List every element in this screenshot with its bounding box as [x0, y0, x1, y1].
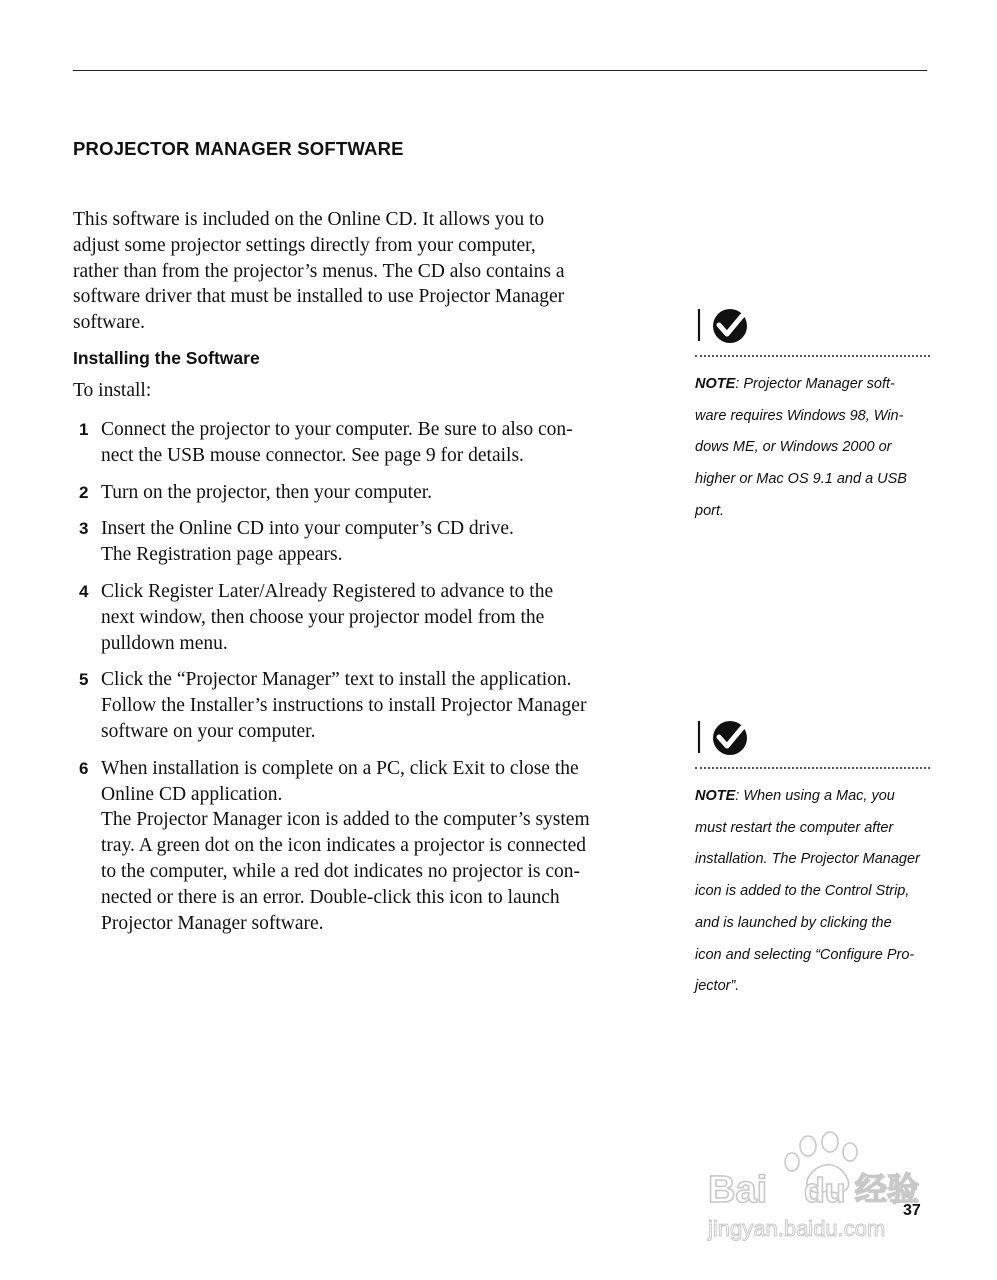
- intro-paragraph: [73, 207, 643, 336]
- to-install-text: To install:: [73, 380, 152, 401]
- watermark-brand: Bai: [708, 1169, 768, 1211]
- note-line: must restart the computer after: [695, 819, 894, 836]
- note-label: NOTE: [695, 788, 736, 804]
- sidebar-note: [695, 305, 930, 528]
- step-line: tray. A green dot on the icon indicates a projector is connected: [101, 835, 586, 857]
- watermark-cn: 经验: [855, 1171, 920, 1207]
- intro-line: software driver that must be installed to use Projector Manager: [73, 286, 565, 308]
- step-line: When installation is complete on a PC, click Exit to close the: [101, 757, 579, 779]
- step-line: Insert the Online CD into your computer’s CD drive.: [101, 518, 514, 540]
- step-line: to the computer, while a red dot indicates no projector is con-: [101, 860, 580, 882]
- list-item: [73, 516, 653, 568]
- step-number: 4: [79, 581, 89, 601]
- intro-line: adjust some projector settings directly from your computer,: [73, 234, 536, 256]
- step-line: The Registration page appears.: [101, 544, 343, 566]
- step-number: 5: [79, 670, 89, 690]
- step-line: nect the USB mouse connector. See page 9 for details.: [101, 444, 524, 466]
- sidebar-note: [695, 717, 930, 1003]
- note-line: : When using a Mac, you: [735, 788, 895, 804]
- list-item: [73, 667, 653, 744]
- note-check-icon: [695, 305, 755, 345]
- watermark-url: jingyan.baidu.com: [708, 1216, 886, 1241]
- step-line: Online CD application.: [101, 783, 283, 805]
- note-line: and is launched by clicking the: [695, 914, 892, 931]
- note-text: [695, 369, 930, 528]
- watermark-brand-suffix: du: [804, 1172, 846, 1210]
- step-line: nected or there is an error. Double-click this icon to launch: [101, 886, 560, 908]
- step-line: Click Register Later/Already Registered to advance to the: [101, 580, 554, 602]
- list-item: [73, 417, 653, 469]
- note-line: higher or Mac OS 9.1 and a USB: [695, 471, 907, 488]
- step-line: pulldown menu.: [101, 632, 228, 654]
- step-number: 3: [79, 519, 89, 539]
- note-line: installation. The Projector Manager: [695, 851, 920, 868]
- note-divider: [695, 355, 930, 357]
- list-item: [73, 756, 653, 937]
- intro-line: software.: [73, 312, 146, 334]
- note-line: port.: [695, 502, 725, 519]
- step-line: Follow the Installer’s instructions to install Projector Manager: [101, 695, 587, 717]
- subheading: Installing the Software: [73, 348, 260, 368]
- section-title: PROJECTOR MANAGER SOFTWARE: [73, 138, 404, 159]
- note-line: ware requires Windows 98, Win-: [695, 407, 904, 424]
- step-line: next window, then choose your projector model from the: [101, 606, 545, 628]
- header-rule: [73, 70, 927, 71]
- note-line: : Projector Manager soft-: [735, 376, 895, 392]
- step-line: Turn on the projector, then your computer.: [101, 481, 433, 503]
- note-label: NOTE: [695, 376, 736, 392]
- note-check-icon: [695, 717, 755, 757]
- note-divider: [695, 767, 930, 769]
- step-number: 2: [79, 482, 89, 502]
- note-text: [695, 781, 930, 1003]
- list-item: [73, 579, 653, 656]
- install-steps: [73, 417, 653, 947]
- step-number: 1: [79, 420, 89, 439]
- intro-line: rather than from the projector’s menus. The CD also contains a: [73, 260, 565, 282]
- note-line: icon and selecting “Configure Pro-: [695, 946, 915, 963]
- list-item: [73, 480, 653, 506]
- note-line: dows ME, or Windows 2000 or: [695, 439, 892, 456]
- page-number: 37: [903, 1202, 921, 1219]
- step-number: 6: [79, 758, 89, 778]
- step-line: software on your computer.: [101, 720, 316, 742]
- step-line: Click the “Projector Manager” text to install the application.: [101, 669, 572, 691]
- step-line: Connect the projector to your computer. Be sure to also con-: [101, 419, 573, 440]
- note-line: icon is added to the Control Strip,: [695, 883, 910, 900]
- note-line: jector”.: [695, 978, 740, 995]
- intro-line: This software is included on the Online CD. It allows you to: [73, 209, 545, 230]
- step-line: Projector Manager software.: [101, 912, 324, 934]
- step-line: The Projector Manager icon is added to the computer’s system: [101, 809, 590, 831]
